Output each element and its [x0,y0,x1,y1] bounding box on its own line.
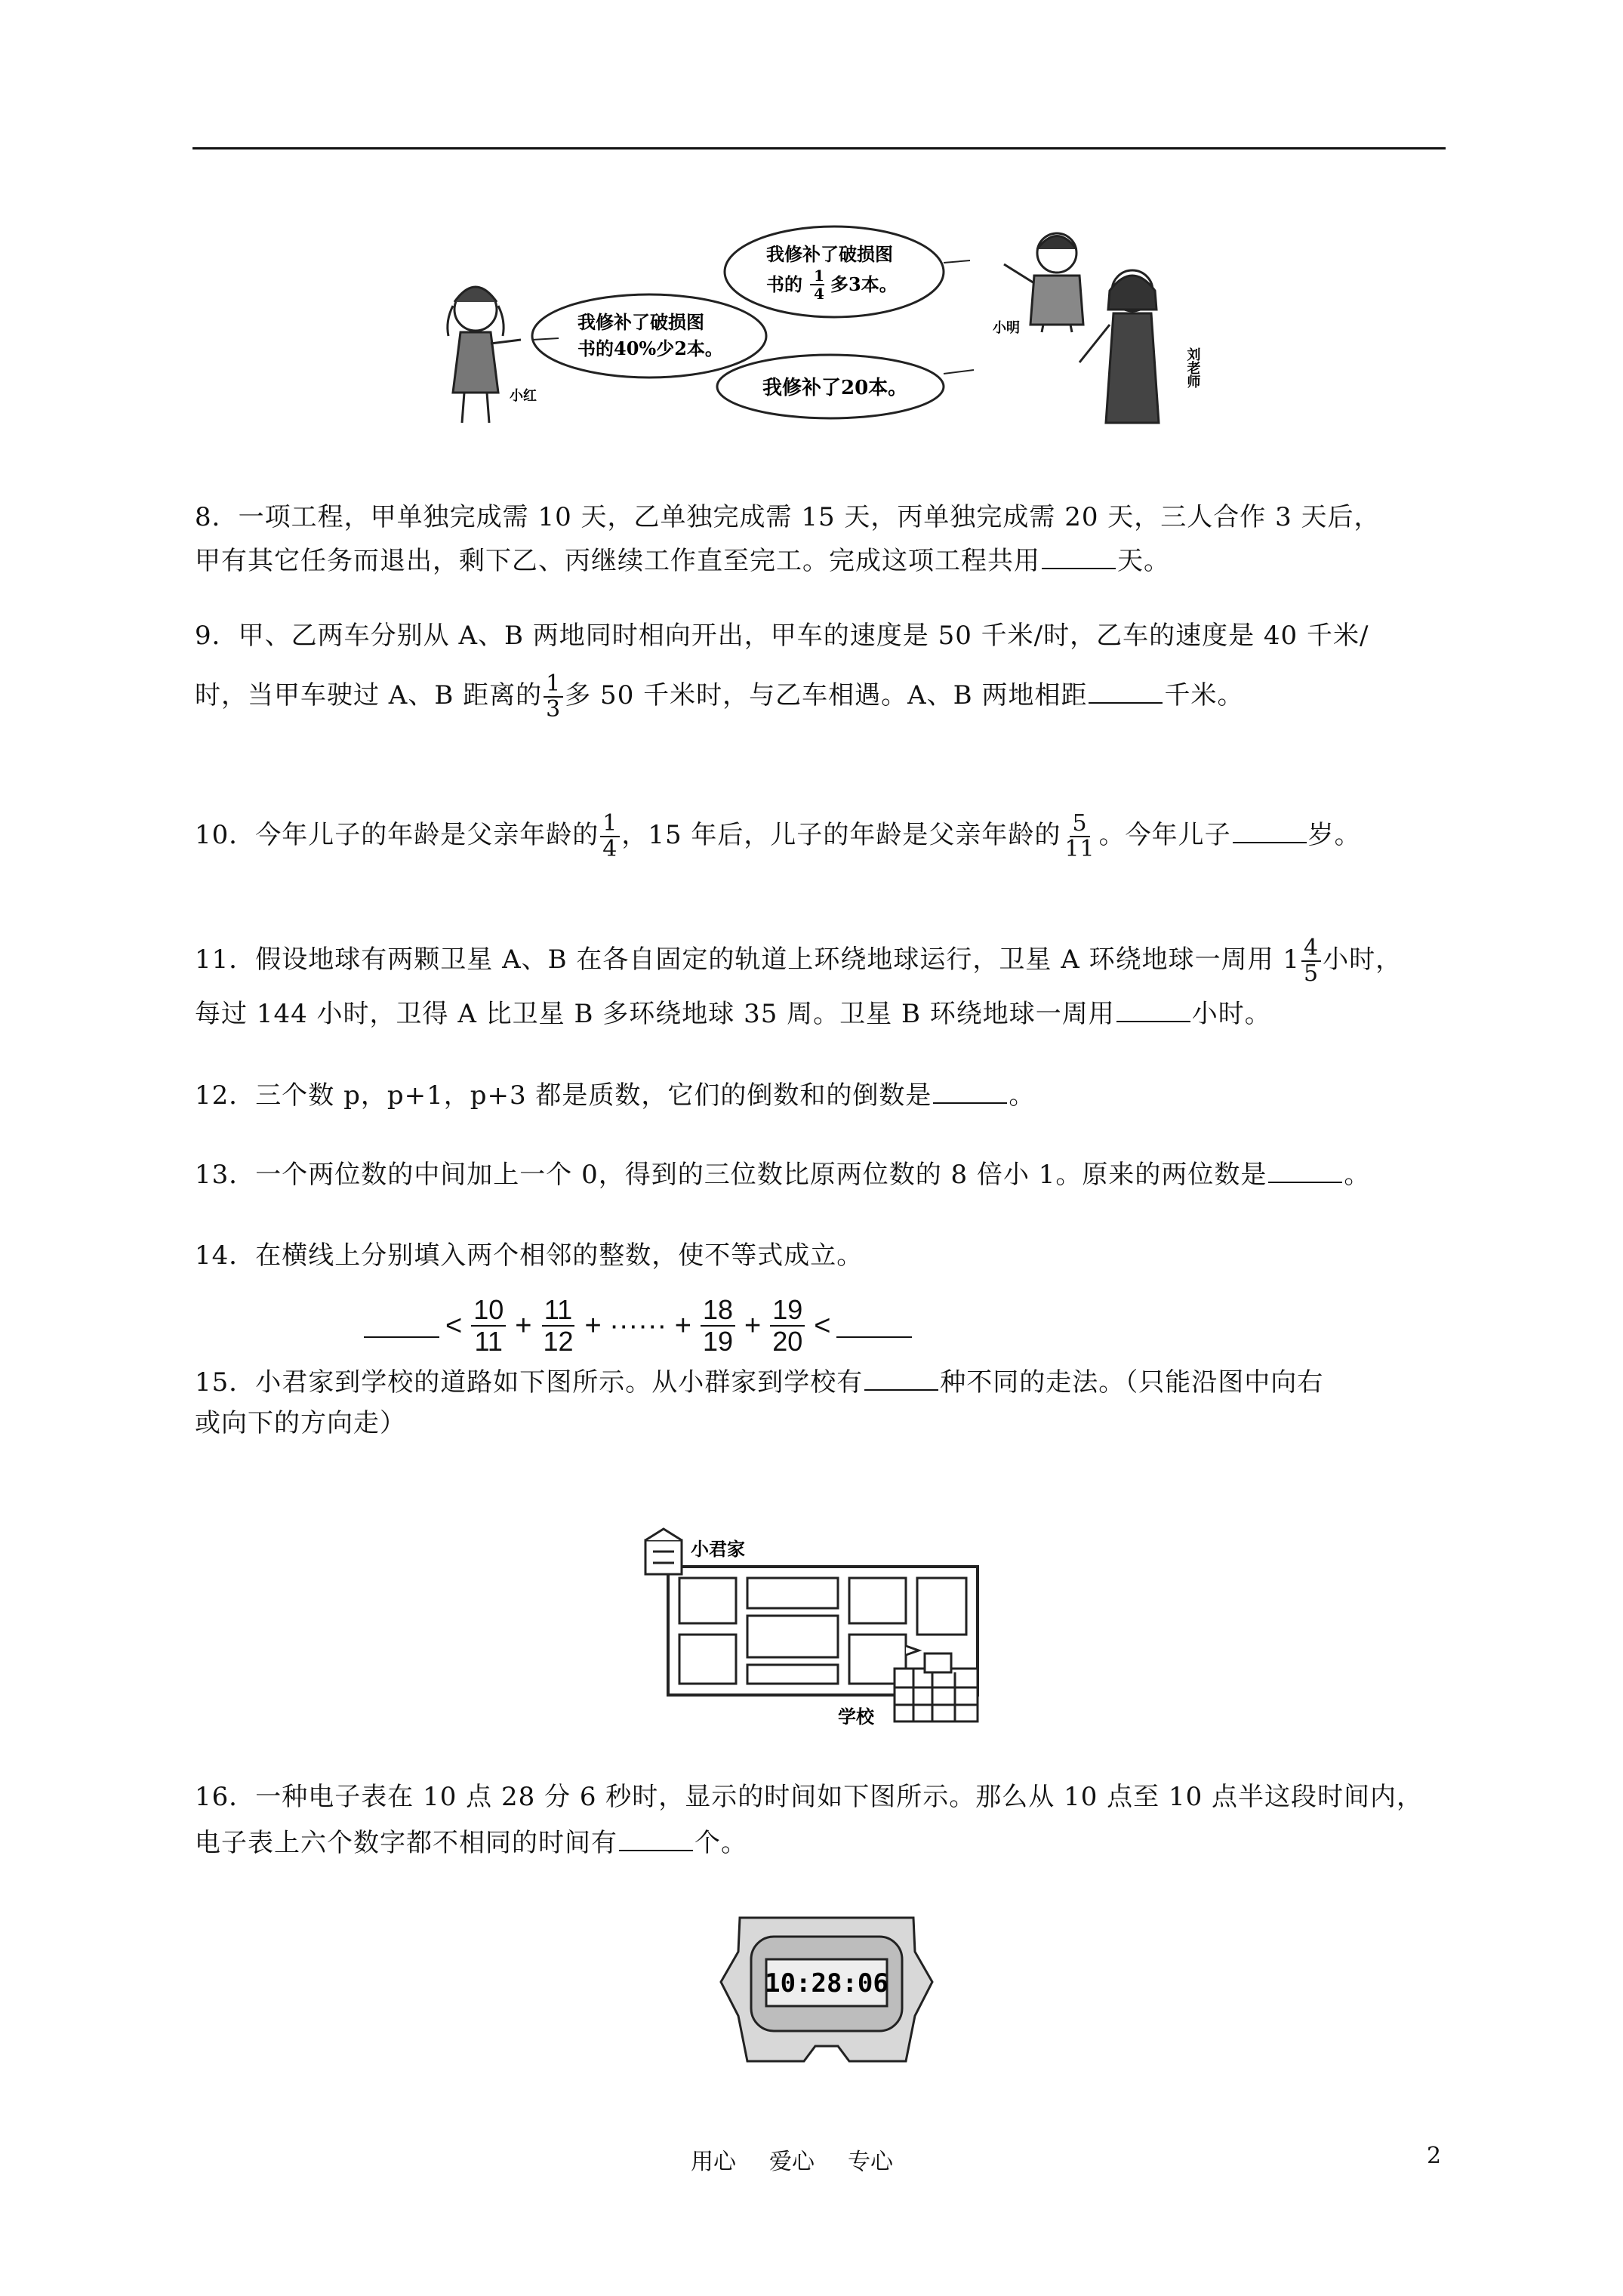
q14-frac-1 [471,1295,506,1357]
q14-text: 14．在横线上分别填入两个相邻的整数，使不等式成立。 [195,1240,864,1271]
q14-lt-right: < [814,1309,831,1342]
q9-fraction [544,672,563,722]
q14-plus-2: + [744,1309,762,1342]
q14-lt-left: < [445,1309,463,1342]
q15-text1b: 种不同的走法。（只能沿图中向右 [940,1367,1324,1398]
name-xiaohong: 小红 [510,388,537,404]
footer-item-2: 爱心 [769,2149,815,2175]
q10-frac1-den: 4 [602,836,618,862]
q11-frac-num: 4 [1301,936,1321,962]
q11-line2 [195,998,1271,1029]
name-teacher: 刘老师 [1184,347,1201,388]
q15-text1a: 15．小君家到学校的道路如下图所示。从小群家到学校有 [195,1367,864,1398]
q14-frac-4 [770,1295,805,1357]
q14-inequality [362,1295,913,1357]
q11-fraction [1301,936,1321,986]
q11-frac-den: 5 [1304,960,1320,987]
q12-answer-blank[interactable] [933,1080,1007,1104]
speech-xiaohong-line1: 我修补了破损图 [577,311,704,333]
q9-line2 [195,672,1243,722]
q8-text2a: 甲有其它任务而退出，剩下乙、丙继续工作直至完工。完成这项工程共用 [195,546,1040,576]
q16-text2b: 个。 [694,1828,747,1858]
q10-frac2-num: 5 [1070,812,1089,837]
home-building-icon [645,1529,682,1574]
footer-item-3: 专心 [848,2149,893,2175]
speech-xiaoming-line1: 我修补了破损图 [766,243,893,265]
q14-frac-3-num: 18 [701,1295,735,1327]
q16-line1 [195,1782,1423,1812]
q14-frac-4-den: 20 [772,1326,803,1357]
q9-frac-num: 1 [544,672,563,698]
label-school: 学校 [838,1706,874,1727]
q16-text2a: 电子表上六个数字都不相同的时间有 [195,1828,617,1858]
q13-answer-blank[interactable] [1268,1159,1342,1183]
q11-text2b: 小时。 [1191,999,1271,1029]
clock-display: 10:28:06 [765,1968,888,1999]
q10-frac2-den: 11 [1064,836,1095,862]
road-map-figure [638,1525,1015,1737]
q11-answer-blank[interactable] [1116,998,1190,1022]
bubble-xiaohong [532,294,766,378]
q9-text1: 9．甲、乙两车分别从 A、B 两地同时相向开出，甲车的速度是 50 千米/时，乙车的速度是 40 千米/ [195,621,1369,651]
q8-line1 [195,502,1381,532]
q16-line2 [195,1827,747,1858]
bubble-xiaoming [725,227,944,317]
q9-text2a: 时，当甲车驶过 A、B 距离的 [195,680,543,710]
q15-text2: 或向下的方向走） [195,1408,406,1438]
q12-text-b: 。 [1009,1080,1036,1111]
q10-text-d: 岁。 [1307,820,1361,850]
speech-xiaoming-frac-den: 4 [814,285,824,303]
q9-line1 [195,621,1369,651]
q13-line [195,1159,1370,1190]
digital-clock-figure [717,1910,936,2069]
q16-answer-blank[interactable] [619,1827,693,1851]
q14-frac-2-den: 12 [543,1326,574,1357]
q11-line1 [195,936,1402,986]
q11-text-b: 小时， [1323,945,1403,975]
q9-frac-den: 3 [546,696,562,723]
boy-figure [1004,233,1083,332]
q10-text-c: 。今年儿子 [1098,820,1231,850]
q10-line [195,812,1361,861]
q9-text2b: 多 50 千米时，与乙车相遇。A、B 两地相距 [565,680,1088,710]
q12-text-a: 12．三个数 p，p+1，p+3 都是质数，它们的倒数和的倒数是 [195,1080,932,1111]
q8-text1: 8．一项工程，甲单独完成需 10 天，乙单独完成需 15 天，丙单独完成需 20 天，三人合作 3 天后， [195,502,1381,532]
page-footer [691,2143,926,2176]
label-home: 小君家 [691,1538,745,1560]
page-number: 2 [1427,2143,1442,2169]
q10-answer-blank[interactable] [1233,819,1307,843]
q13-text-b: 。 [1344,1160,1371,1190]
q15-answer-blank[interactable] [864,1367,938,1391]
q14-plus-1: + [515,1309,532,1342]
q10-fraction1 [600,812,620,861]
q16-text1: 16．一种电子表在 10 点 28 分 6 秒时，显示的时间如下图所示。那么从 10 点至 10 点半这段时间内， [195,1782,1424,1812]
q14-right-blank[interactable] [836,1314,912,1338]
q11-text-a: 11．假设地球有两颗卫星 A、B 在各自固定的轨道上环绕地球运行，卫星 A 环绕地球一周用 1 [195,945,1301,975]
q14-frac-2-num: 11 [542,1295,574,1327]
header-illustration [430,219,1261,445]
q14-frac-2 [540,1295,575,1357]
speech-teacher: 我修补了20本。 [762,377,908,399]
q14-left-blank[interactable] [364,1314,439,1338]
speech-xiaoming-line2a: 书的 [766,273,802,295]
q9-text2c: 千米。 [1164,680,1244,710]
q14-ellipsis: + ······ + [584,1309,691,1342]
q14-line [195,1240,863,1271]
speech-xiaohong-line2: 书的40%少2本。 [577,337,723,359]
q12-line [195,1080,1035,1111]
q13-text-a: 13．一个两位数的中间加上一个 0，得到的三位数比原两位数的 8 倍小 1。原来的两位数是 [195,1160,1267,1190]
teacher-figure [1079,270,1159,423]
q8-answer-blank[interactable] [1042,545,1116,569]
q10-text-a: 10．今年儿子的年龄是父亲年龄的 [195,820,599,850]
q10-fraction2 [1062,812,1097,861]
header-rule [192,147,1446,149]
q14-frac-3-den: 19 [702,1326,733,1357]
q10-frac1-num: 1 [600,812,620,837]
q14-frac-1-num: 10 [471,1295,506,1327]
q10-text-b: ，15 年后，儿子的年龄是父亲年龄的 [621,820,1061,850]
speech-xiaoming-line2b: 多3本。 [830,273,898,295]
q14-frac-3 [701,1295,735,1357]
q15-line2 [195,1408,406,1438]
q14-frac-1-den: 11 [474,1326,503,1357]
q8-line2 [195,545,1170,576]
speech-xiaoming-frac-num: 1 [814,267,824,285]
q15-line1 [195,1367,1323,1398]
q9-answer-blank[interactable] [1089,680,1163,704]
q11-text2a: 每过 144 小时，卫得 A 比卫星 B 多环绕地球 35 周。卫星 B 环绕地球一周用 [195,999,1115,1029]
name-xiaoming: 小明 [993,320,1020,336]
q14-frac-4-num: 19 [770,1295,805,1327]
q8-text2b: 天。 [1117,546,1170,576]
footer-item-1: 用心 [691,2149,736,2175]
